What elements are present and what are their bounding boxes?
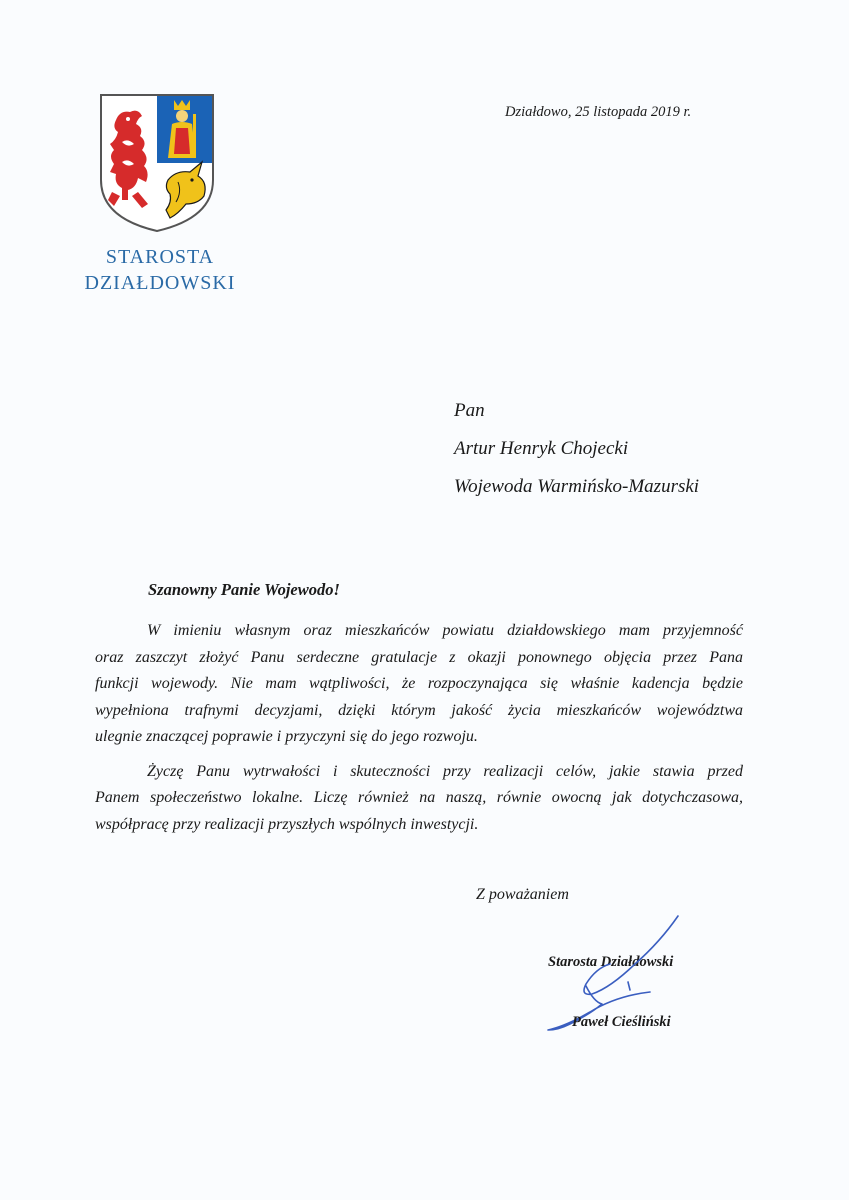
paragraph-1-line: wypełniona trafnymi decyzjami, dzięki którym jakość życia mieszkańców województwa [95, 701, 743, 719]
signatory-name: Paweł Cieśliński [572, 1014, 671, 1030]
letter-date: Działdowo, 25 listopada 2019 r. [505, 104, 692, 120]
paragraph-2-line: Panem społeczeństwo lokalne. Liczę również na naszą, równie owocną jak dotychczasowa, [95, 789, 743, 806]
institution-line-1: STAROSTA [105, 246, 215, 268]
closing-phrase: Z poważaniem [476, 886, 569, 903]
institution-line-2: DZIAŁDOWSKI [84, 272, 236, 294]
recipient-block [454, 392, 824, 506]
paragraph-1-line: W imieniu własnym oraz mieszkańców powiatu działdowskiego mam przyjemność [147, 622, 743, 639]
coat-of-arms-logo [98, 92, 216, 234]
paragraph-1 [95, 618, 743, 751]
paragraph-1-line: oraz zaszczyt złożyć Panu serdeczne gratulacje z okazji ponownego objęcia przez Pana [95, 648, 743, 666]
paragraph-2-line: Życzę Panu wytrwałości i skuteczności przy realizacji celów, jakie stawia przed [147, 762, 743, 780]
signatory-title: Starosta Działdowski [548, 954, 674, 970]
salutation: Szanowny Panie Wojewodo! [148, 580, 340, 599]
recipient-line-2: Artur Henryk Chojecki [454, 438, 629, 459]
paragraph-1-line: ulegnie znaczącej poprawie i przyczyni się do jego rozwoju. [95, 728, 478, 745]
institution-name [80, 244, 240, 296]
paragraph-2-line: współpracę przy realizacji przyszłych wspólnych inwestycji. [95, 815, 479, 833]
letter-body [95, 618, 743, 846]
recipient-line-3: Wojewoda Warmińsko-Mazurski [454, 476, 700, 497]
paragraph-2 [95, 759, 743, 839]
recipient-line-1: Pan [454, 400, 485, 421]
paragraph-1-line: funkcji wojewody. Nie mam wątpliwości, że rozpoczynająca się właśnie kadencja będzie [95, 675, 743, 692]
